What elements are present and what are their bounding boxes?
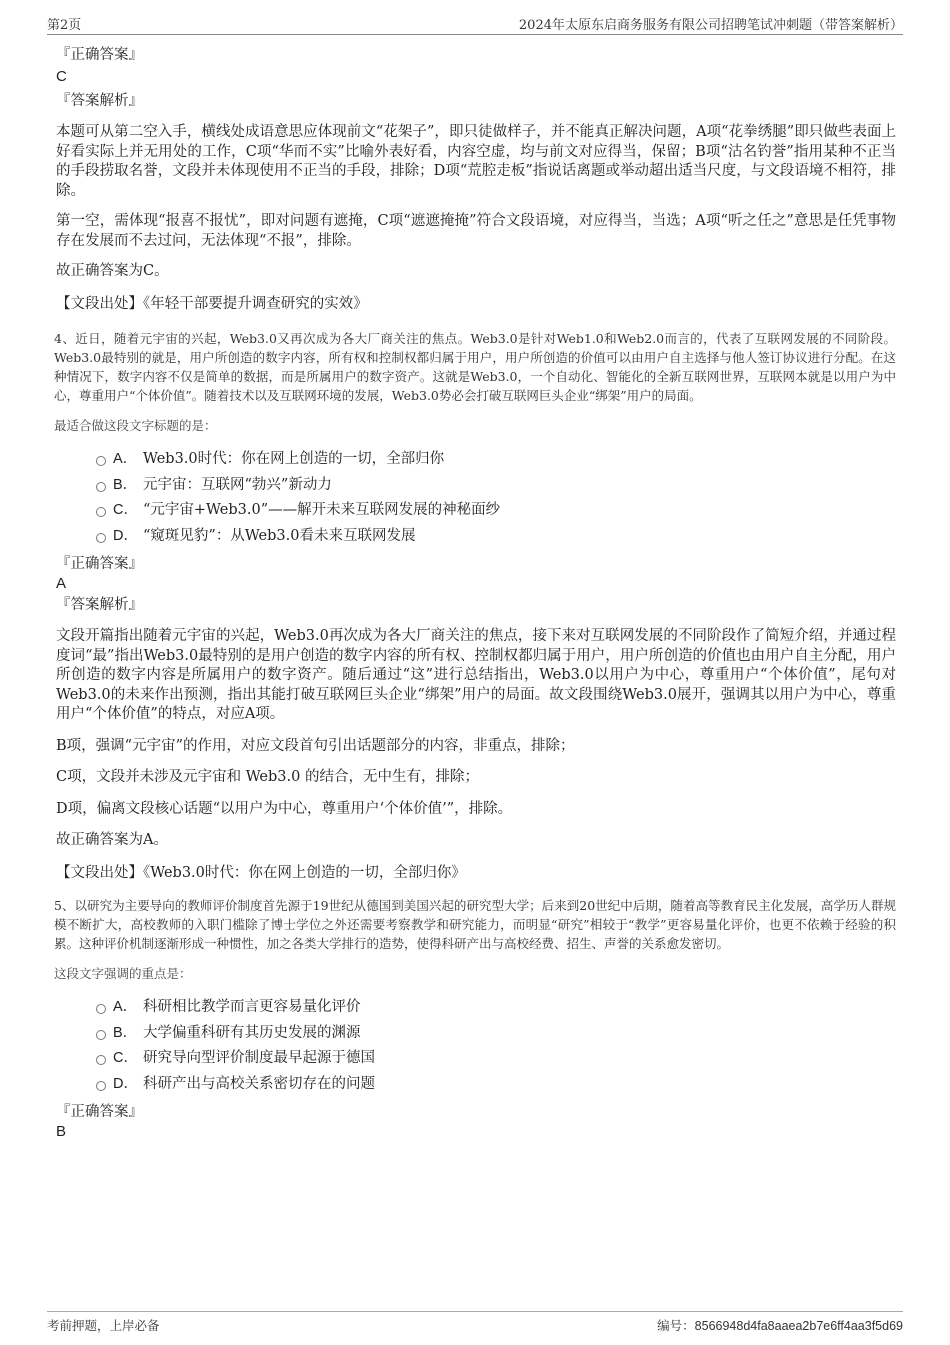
option-text: 大学偏重科研有其历史发展的渊源	[143, 1024, 361, 1041]
option-letter: D．	[113, 527, 138, 544]
option-c[interactable]	[56, 1046, 896, 1072]
source-citation: 【文段出处】《年轻干部要提升调查研究的实效》	[56, 295, 368, 312]
option-text: 元宇宙：互联网“勃兴”新动力	[143, 476, 332, 493]
correct-answer: A	[56, 575, 67, 592]
correct-answer-label: 『正确答案』	[56, 1104, 143, 1120]
analysis-paragraph: B项，强调“元宇宙”的作用，对应文段首句引出话题部分的内容，非重点，排除；	[56, 737, 575, 754]
radio-button-icon[interactable]	[96, 482, 106, 492]
radio-button-icon[interactable]	[96, 1081, 106, 1091]
radio-button-icon[interactable]	[96, 533, 106, 543]
option-d[interactable]	[56, 1072, 896, 1098]
radio-button-icon[interactable]	[96, 1030, 106, 1040]
option-c[interactable]	[56, 498, 896, 524]
option-a[interactable]	[56, 995, 896, 1021]
option-letter: A．	[113, 451, 138, 467]
question-stem: 5、以研究为主要导向的教师评价制度首先源于19世纪从德国到美国兴起的研究型大学；后来到20世纪中后期，随着高等教育民主化发展，高学历人群规模不断扩大，高校教师的入职门槛除了博士学位之外还需要考察教学和研究能力，而明显“研究”相较于“教学”更容易量化评价，也更不依赖于经验的积累。这种评价机制逐渐形成一种惯性，加之各类大学排行的造势，使得科研产出与高校经费、招生、声誉的关系愈发密切。	[54, 898, 896, 951]
option-d[interactable]	[56, 524, 896, 550]
option-text: “窥斑见豹”：从Web3.0看未来互联网发展	[143, 527, 416, 544]
page-number: 第2页	[47, 18, 82, 33]
footer-slogan: 考前押题，上岸必备	[47, 1318, 160, 1333]
option-b[interactable]	[56, 1021, 896, 1047]
radio-button-icon[interactable]	[96, 456, 106, 466]
option-letter: C．	[113, 1050, 138, 1066]
option-letter: B．	[113, 1024, 138, 1041]
option-letter: B．	[113, 476, 138, 493]
radio-button-icon[interactable]	[96, 1055, 106, 1065]
option-text: Web3.0时代：你在网上创造的一切，全部归你	[143, 451, 445, 467]
analysis-paragraph: C项，文段并未涉及元宇宙和 Web3.0 的结合，无中生有，排除；	[56, 769, 479, 785]
question-prompt: 最适合做这段文字标题的是：	[54, 418, 217, 433]
correct-answer: C	[56, 68, 67, 85]
option-b[interactable]	[56, 473, 896, 499]
question-stem: 4、近日，随着元宇宙的兴起，Web3.0又再次成为各大厂商关注的焦点。Web3.0是针对Web1.0和Web2.0而言的，代表了互联网发展的不同阶段。Web3.0最特别的就是，用户所创造的数字内容，所有权和控制权都归属于用户，用户所创造的价值可以由用户自主选择与他人签订协议进行分配。在这种情况下，数字内容不仅是简单的数据，而是所属用户的数字资产。这就是Web3.0，一个自动化、智能化的全新互联网世界，互联网本就是以用户为中心，尊重用户“个体价值”。随着技术以及互联网环境的发展，Web3.0势必会打破互联网巨头企业“绑架”用户的局面。	[54, 331, 896, 403]
analysis-paragraph: 文段开篇指出随着元宇宙的兴起，Web3.0再次成为各大厂商关注的焦点，接下来对互联网发展的不同阶段作了简短介绍，并通过程度词“最”指出Web3.0最特别的是用户创造的数字内容的所有权、控制权都归属于用户，用户所创造的价值也由用户自主分配，用户所创造的数字内容是所属用户的数字资产。随后通过“这”进行总结指出，Web3.0以用户为中心，尊重用户“个体价值”，尾句对Web3.0的未来作出预测，指出其能打破互联网巨头企业“绑架”用户的局面。故文段围绕Web3.0展开，强调其以用户为中心，尊重用户“个体价值”的特点，对应A项。	[56, 628, 896, 722]
radio-button-icon[interactable]	[96, 507, 106, 517]
option-list	[56, 995, 896, 1097]
option-text: “元宇宙+Web3.0”——解开未来互联网发展的神秘面纱	[143, 502, 501, 518]
option-text: 科研相比教学而言更容易量化评价	[143, 999, 361, 1015]
correct-answer: B	[56, 1123, 67, 1140]
option-a[interactable]	[56, 447, 896, 473]
page-footer	[47, 1311, 903, 1336]
document-title: 2024年太原东启商务服务有限公司招聘笔试冲刺题（带答案解析）	[518, 18, 903, 33]
analysis-conclusion: 故正确答案为C。	[56, 263, 169, 279]
page-header	[47, 12, 903, 35]
page-content	[56, 44, 896, 1141]
analysis-label: 『答案解析』	[56, 93, 143, 109]
analysis-label: 『答案解析』	[56, 597, 143, 613]
analysis-paragraph: 本题可从第二空入手，横线处成语意思应体现前文“花架子”，即只徒做样子，并不能真正解决问题，A项“花拳绣腿”即只做些表面上好看实际上并无用处的工作，C项“华而不实”比喻外表好看，内容空虚，均与前文对应得当，保留；B项“沽名钓誉”指用某种不正当的手段捞取名誉，文段并未体现使用不正当的手段，排除；D项“荒腔走板”指说话离题或举动超出适当尺度，与文段语境不相符，排除。	[56, 124, 896, 199]
option-list	[56, 447, 896, 549]
analysis-conclusion: 故正确答案为A。	[56, 832, 168, 848]
analysis-paragraph: D项，偏离文段核心话题“以用户为中心，尊重用户‘个体价值’”，排除。	[56, 800, 513, 817]
option-letter: D．	[113, 1075, 138, 1092]
document-id: 编号：8566948d4fa8aaea2b7e6ff4aa3f5d69	[657, 1319, 903, 1333]
radio-button-icon[interactable]	[96, 1004, 106, 1014]
question-prompt: 这段文字强调的重点是：	[54, 966, 192, 981]
option-text: 科研产出与高校关系密切存在的问题	[143, 1075, 375, 1092]
option-letter: C．	[113, 502, 138, 518]
correct-answer-label: 『正确答案』	[56, 47, 143, 63]
source-citation: 【文段出处】《Web3.0时代：你在网上创造的一切，全部归你》	[56, 864, 466, 881]
analysis-paragraph: 第一空，需体现“报喜不报忧”，即对问题有遮掩，C项“遮遮掩掩”符合文段语境，对应得当，当选；A项“听之任之”意思是任凭事物存在发展而不去过问，无法体现“不报”，排除。	[56, 213, 896, 249]
option-letter: A．	[113, 999, 138, 1015]
option-text: 研究导向型评价制度最早起源于德国	[143, 1050, 375, 1066]
correct-answer-label: 『正确答案』	[56, 556, 143, 572]
